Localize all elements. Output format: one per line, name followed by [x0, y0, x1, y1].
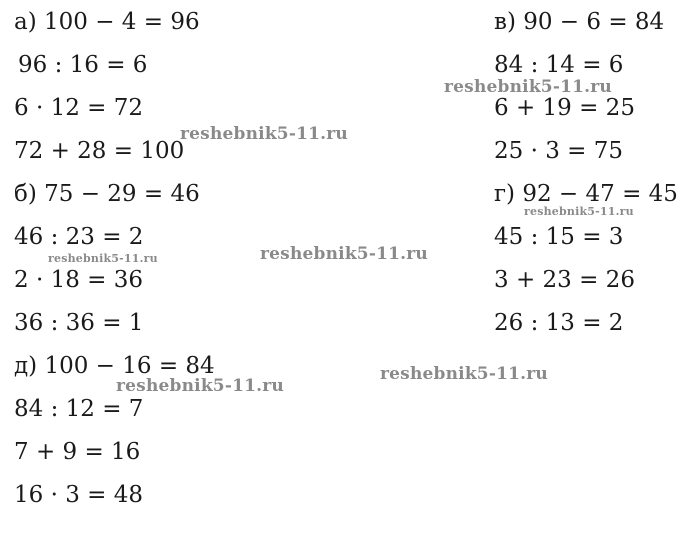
problem-b-step-3: 2 · 18 = 36 [14, 267, 143, 293]
problem-a-step-4: 72 + 28 = 100 [14, 138, 185, 164]
problem-d-step-1: д) 100 − 16 = 84 [14, 353, 215, 379]
watermark-1: reshebnik5-11.ru [444, 77, 612, 97]
problem-a-step-1: а) 100 − 4 = 96 [14, 9, 200, 35]
problem-a-step-2: 96 : 16 = 6 [18, 52, 148, 78]
watermark-2: reshebnik5-11.ru [180, 124, 348, 144]
problem-v-step-4: 25 · 3 = 75 [494, 138, 623, 164]
watermark-4: reshebnik5-11.ru [48, 252, 158, 265]
watermark-7: reshebnik5-11.ru [116, 376, 284, 396]
watermark-3: reshebnik5-11.ru [524, 205, 634, 218]
problem-v-step-3: 6 + 19 = 25 [494, 95, 635, 121]
watermark-6: reshebnik5-11.ru [380, 364, 548, 384]
problem-b-step-2: 46 : 23 = 2 [14, 224, 144, 250]
problem-g-step-2: 45 : 15 = 3 [494, 224, 624, 250]
problem-g-step-4: 26 : 13 = 2 [494, 310, 624, 336]
problem-d-step-2: 84 : 12 = 7 [14, 396, 144, 422]
problem-g-step-1: г) 92 − 47 = 45 [494, 181, 678, 207]
problem-g-step-3: 3 + 23 = 26 [494, 267, 635, 293]
problem-d-step-4: 16 · 3 = 48 [14, 482, 143, 508]
problem-a-step-3: 6 · 12 = 72 [14, 95, 143, 121]
problem-v-step-1: в) 90 − 6 = 84 [494, 9, 665, 35]
problem-d-step-3: 7 + 9 = 16 [14, 439, 141, 465]
watermark-5: reshebnik5-11.ru [260, 244, 428, 264]
problem-b-step-1: б) 75 − 29 = 46 [14, 181, 200, 207]
problem-b-step-4: 36 : 36 = 1 [14, 310, 144, 336]
problem-v-step-2: 84 : 14 = 6 [494, 52, 624, 78]
